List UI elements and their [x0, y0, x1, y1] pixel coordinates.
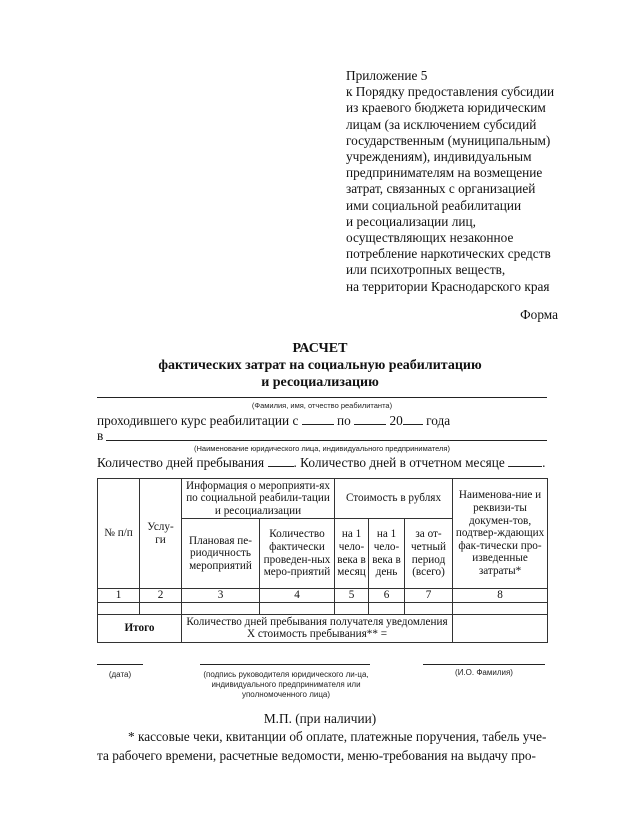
appendix-line: лицам (за исключением субсидий: [346, 116, 537, 132]
appendix-line: ими социальной реабилитации: [346, 197, 522, 213]
header-num: № п/п: [98, 479, 140, 589]
course-prefix: проходившего курс реабилитации с: [97, 413, 299, 428]
calculation-table: [97, 478, 548, 643]
column-number: 5: [335, 589, 369, 603]
name-caption: (И.О. Фамилия): [455, 668, 513, 677]
total-formula-line2: Х стоимость пребывания** =: [246, 628, 388, 641]
appendix-line: или психотропных веществ,: [346, 262, 506, 278]
fio-caption: (Фамилия, имя, отчество реабилитанта): [251, 401, 393, 410]
table-row: [98, 602, 548, 614]
table-cell[interactable]: [453, 602, 548, 614]
document-subtitle-2: и ресоциализацию: [261, 375, 379, 390]
appendix-line: осуществляющих незаконное: [346, 230, 514, 246]
column-number: 2: [140, 589, 182, 603]
table-cell[interactable]: [260, 602, 335, 614]
course-year-field[interactable]: [403, 424, 423, 425]
column-number: 1: [98, 589, 140, 603]
appendix-block: [346, 68, 576, 295]
appendix-line: к Порядку предоставления субсидии: [346, 84, 555, 100]
total-value-cell[interactable]: [453, 614, 548, 642]
footnote-line2: та рабочего времени, расчетные ведомости, меню-требования на выдачу про-: [97, 748, 536, 763]
column-number: 8: [453, 589, 548, 603]
header-cost-total: за от-четный период (всего): [405, 519, 453, 589]
header-count: Количество фактически проведен-ных меро-приятий: [260, 519, 335, 589]
fio-line[interactable]: [97, 397, 547, 398]
table-cell[interactable]: [140, 602, 182, 614]
course-start-field[interactable]: [302, 424, 334, 425]
total-label: Итого: [98, 614, 182, 642]
signature-caption: (подпись руководителя юридического ли-ца, индивидуального предпринимателя или уполномоченного лица): [203, 670, 369, 699]
table-cell[interactable]: [335, 602, 369, 614]
footnote-line1: * кассовые чеки, квитанции об оплате, платежные поручения, табель уче-: [128, 729, 547, 744]
days-month-text: . Количество дней в отчетном месяце: [293, 455, 505, 470]
column-number: 7: [405, 589, 453, 603]
table-cell[interactable]: [369, 602, 405, 614]
signature-line[interactable]: [200, 664, 370, 665]
date-line[interactable]: [97, 664, 143, 665]
total-row: [98, 614, 548, 642]
appendix-line: на территории Краснодарского края: [346, 278, 550, 294]
appendix-line: из краевого бюджета юридическим: [346, 100, 546, 116]
stamp-label: М.П. (при наличии): [263, 711, 377, 726]
course-end-field[interactable]: [354, 424, 386, 425]
appendix-line: предпринимателям на возмещение: [346, 165, 543, 181]
column-number: 4: [260, 589, 335, 603]
column-number: 6: [369, 589, 405, 603]
days-line: [97, 455, 545, 471]
header-docs: Наименова-ние и реквизи-ты докумен-тов, подтвер-ждающих фак-тически про-изведенные затраты*: [453, 479, 548, 589]
header-cost: Стоимость в рублях: [335, 479, 453, 519]
header-cost-day: на 1 чело-века в день: [369, 519, 405, 589]
table-header-row: [98, 479, 548, 519]
table-cell[interactable]: [98, 602, 140, 614]
header-cost-month: на 1 чело-века в месяц: [335, 519, 369, 589]
appendix-line: потребление наркотических средств: [346, 246, 551, 262]
name-line[interactable]: [423, 664, 545, 665]
course-year-prefix: 20: [389, 413, 403, 428]
header-services: Услу-ги: [140, 479, 182, 589]
date-caption: (дата): [108, 670, 132, 679]
course-po: по: [337, 413, 351, 428]
org-prefix: в: [97, 428, 104, 443]
course-year-suffix: года: [426, 413, 451, 428]
days-stay-field[interactable]: [268, 466, 294, 467]
header-planned: Плановая пе-риодичность мероприятий: [182, 519, 260, 589]
document-title: РАСЧЕТ: [292, 341, 348, 356]
appendix-line: затрат, связанных с организацией: [346, 181, 536, 197]
course-line: [97, 413, 450, 429]
column-number-row: [98, 589, 548, 603]
org-line[interactable]: [106, 440, 547, 441]
days-end: .: [542, 455, 546, 470]
days-month-field[interactable]: [508, 466, 542, 467]
total-formula-line1: Количество дней пребывания получателя уведомления: [186, 615, 448, 628]
appendix-line: и ресоциализации лиц,: [346, 213, 476, 229]
table-cell[interactable]: [182, 602, 260, 614]
header-info: Информация о мероприяти-ях по социальной реабили-тации и ресоциализации: [182, 479, 335, 519]
appendix-line: государственным (муниципальным): [346, 132, 551, 148]
total-formula: [182, 614, 453, 642]
org-caption: (Наименование юридического лица, индивидуального предпринимателя): [194, 444, 450, 453]
days-text: Количество дней пребывания: [97, 455, 265, 470]
table-cell[interactable]: [405, 602, 453, 614]
appendix-line: учреждениям), индивидуальным: [346, 149, 532, 165]
appendix-line: Приложение 5: [346, 68, 428, 83]
form-label: Форма: [520, 307, 558, 322]
column-number: 3: [182, 589, 260, 603]
document-subtitle: фактических затрат на социальную реабилитацию: [158, 358, 482, 373]
